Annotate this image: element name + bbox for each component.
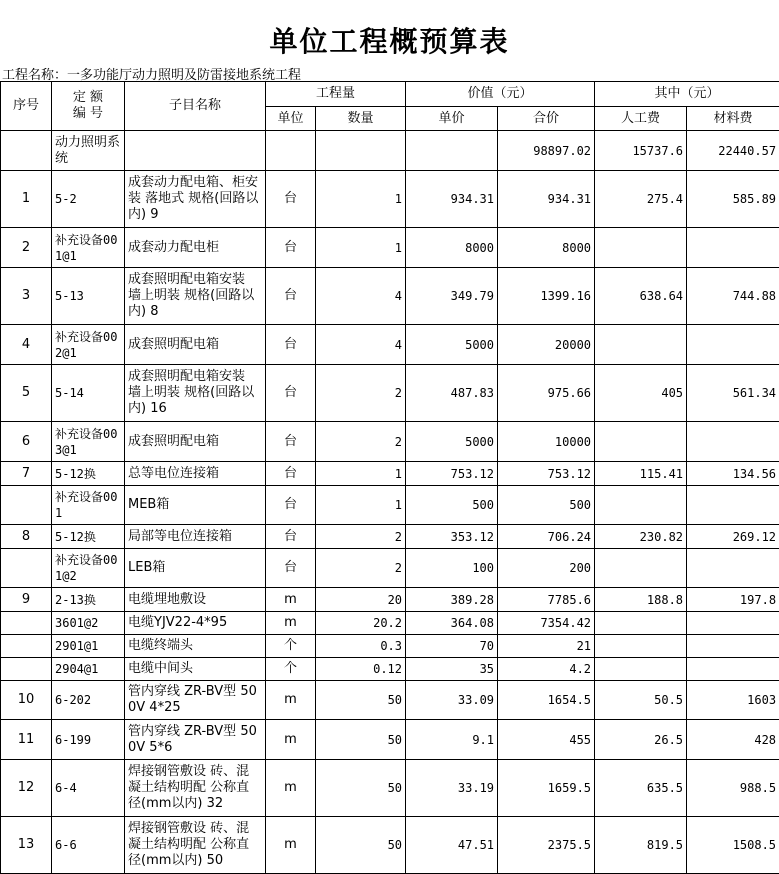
row-item-name: 焊接钢管敷设 砖、混凝土结构明配 公称直径(mm以内) 50 — [125, 817, 266, 874]
header-labor: 人工费 — [595, 107, 687, 131]
row-quota-code: 2904@1 — [52, 658, 125, 681]
row-unit-price: 33.09 — [406, 681, 498, 720]
row-total: 1399.16 — [498, 268, 595, 325]
section-name: 动力照明系统 — [52, 131, 125, 171]
table-row — [1, 612, 779, 635]
row-total: 1659.5 — [498, 760, 595, 817]
row-quantity: 2 — [316, 365, 406, 422]
table-row — [1, 658, 779, 681]
row-material — [687, 325, 779, 365]
table-row — [1, 228, 779, 268]
row-unit-price: 8000 — [406, 228, 498, 268]
row-quota-code: 2901@1 — [52, 635, 125, 658]
row-item-name: MEB箱 — [125, 486, 266, 525]
budget-table — [0, 81, 779, 874]
row-quantity: 1 — [316, 486, 406, 525]
row-seq: 8 — [1, 525, 52, 549]
row-seq — [1, 635, 52, 658]
row-quota-code: 补充设备001@2 — [52, 549, 125, 588]
row-quantity: 0.3 — [316, 635, 406, 658]
row-unit: 台 — [266, 325, 316, 365]
row-material: 744.88 — [687, 268, 779, 325]
row-item-name: 管内穿线 ZR-BV型 500V 4*25 — [125, 681, 266, 720]
row-material: 1603 — [687, 681, 779, 720]
row-total: 753.12 — [498, 462, 595, 486]
row-quota-code: 2-13换 — [52, 588, 125, 612]
row-unit: 台 — [266, 422, 316, 462]
row-material — [687, 549, 779, 588]
row-seq — [1, 486, 52, 525]
row-material: 561.34 — [687, 365, 779, 422]
row-quota-code: 3601@2 — [52, 612, 125, 635]
header-unit-price: 单价 — [406, 107, 498, 131]
row-total: 200 — [498, 549, 595, 588]
row-material: 269.12 — [687, 525, 779, 549]
row-unit-price: 389.28 — [406, 588, 498, 612]
row-labor: 275.4 — [595, 171, 687, 228]
row-total: 4.2 — [498, 658, 595, 681]
header-value-group: 价值（元） — [406, 82, 595, 107]
row-quantity: 50 — [316, 760, 406, 817]
row-labor: 635.5 — [595, 760, 687, 817]
row-quantity: 2 — [316, 422, 406, 462]
row-unit: 台 — [266, 549, 316, 588]
row-quantity: 0.12 — [316, 658, 406, 681]
row-unit-price: 100 — [406, 549, 498, 588]
row-seq: 9 — [1, 588, 52, 612]
header-material: 材料费 — [687, 107, 779, 131]
row-labor: 230.82 — [595, 525, 687, 549]
row-unit-price: 353.12 — [406, 525, 498, 549]
row-total: 21 — [498, 635, 595, 658]
row-quota-code: 6-4 — [52, 760, 125, 817]
row-material — [687, 228, 779, 268]
header-row-1 — [1, 82, 779, 107]
row-unit: m — [266, 588, 316, 612]
row-unit-price: 33.19 — [406, 760, 498, 817]
row-total: 7785.6 — [498, 588, 595, 612]
row-material — [687, 635, 779, 658]
row-unit: 台 — [266, 268, 316, 325]
row-seq: 12 — [1, 760, 52, 817]
row-item-name: 焊接钢管敷设 砖、混凝土结构明配 公称直径(mm以内) 32 — [125, 760, 266, 817]
row-labor: 819.5 — [595, 817, 687, 874]
row-quantity: 2 — [316, 549, 406, 588]
row-unit-price: 487.83 — [406, 365, 498, 422]
row-material — [687, 422, 779, 462]
row-quantity: 50 — [316, 681, 406, 720]
row-item-name: 成套动力配电箱、柜安装 落地式 规格(回路以内) 9 — [125, 171, 266, 228]
row-quota-code: 5-12换 — [52, 462, 125, 486]
section-material: 22440.57 — [687, 131, 779, 171]
row-unit: 台 — [266, 228, 316, 268]
row-seq: 11 — [1, 720, 52, 760]
row-material: 1508.5 — [687, 817, 779, 874]
row-total: 1654.5 — [498, 681, 595, 720]
header-quantity-group: 工程量 — [266, 82, 406, 107]
section-total: 98897.02 — [498, 131, 595, 171]
row-item-name: 电缆埋地敷设 — [125, 588, 266, 612]
row-total: 455 — [498, 720, 595, 760]
row-material: 197.8 — [687, 588, 779, 612]
row-quantity: 20.2 — [316, 612, 406, 635]
row-unit: 台 — [266, 171, 316, 228]
header-item-name: 子目名称 — [125, 82, 266, 131]
row-unit: 个 — [266, 635, 316, 658]
row-seq: 5 — [1, 365, 52, 422]
header-quota: 定 额 编 号 — [52, 82, 125, 131]
row-labor — [595, 549, 687, 588]
row-seq — [1, 658, 52, 681]
row-unit: m — [266, 720, 316, 760]
section-row — [1, 131, 779, 171]
row-labor: 188.8 — [595, 588, 687, 612]
row-quantity: 4 — [316, 325, 406, 365]
row-seq — [1, 549, 52, 588]
row-total: 10000 — [498, 422, 595, 462]
table-row — [1, 325, 779, 365]
row-unit-price: 934.31 — [406, 171, 498, 228]
row-labor: 115.41 — [595, 462, 687, 486]
table-row — [1, 720, 779, 760]
row-quota-code: 5-14 — [52, 365, 125, 422]
row-material: 134.56 — [687, 462, 779, 486]
row-quota-code: 5-12换 — [52, 525, 125, 549]
row-unit: m — [266, 612, 316, 635]
row-item-name: 成套照明配电箱 — [125, 325, 266, 365]
row-labor — [595, 635, 687, 658]
row-labor — [595, 486, 687, 525]
row-seq: 7 — [1, 462, 52, 486]
table-row — [1, 635, 779, 658]
row-unit: m — [266, 817, 316, 874]
row-quota-code: 6-202 — [52, 681, 125, 720]
row-unit: m — [266, 760, 316, 817]
row-quota-code: 5-2 — [52, 171, 125, 228]
row-quantity: 4 — [316, 268, 406, 325]
row-quota-code: 5-13 — [52, 268, 125, 325]
row-quantity: 1 — [316, 462, 406, 486]
row-labor — [595, 658, 687, 681]
table-row — [1, 171, 779, 228]
row-quantity: 2 — [316, 525, 406, 549]
table-row — [1, 268, 779, 325]
row-quota-code: 6-199 — [52, 720, 125, 760]
row-item-name: 管内穿线 ZR-BV型 500V 5*6 — [125, 720, 266, 760]
row-quantity: 1 — [316, 228, 406, 268]
table-row — [1, 422, 779, 462]
project-name: 工程名称：一多功能厅动力照明及防雷接地系统工程 — [2, 64, 301, 83]
table-row — [1, 486, 779, 525]
row-unit-price: 70 — [406, 635, 498, 658]
row-unit: 台 — [266, 462, 316, 486]
row-material — [687, 612, 779, 635]
row-material — [687, 486, 779, 525]
row-seq: 13 — [1, 817, 52, 874]
row-quota-code: 补充设备001@1 — [52, 228, 125, 268]
row-seq: 10 — [1, 681, 52, 720]
row-item-name: 成套照明配电箱安装 墙上明装 规格(回路以内) 8 — [125, 268, 266, 325]
table-row — [1, 462, 779, 486]
row-unit: m — [266, 681, 316, 720]
row-quota-code: 补充设备001 — [52, 486, 125, 525]
row-seq: 6 — [1, 422, 52, 462]
row-material: 585.89 — [687, 171, 779, 228]
page-title: 单位工程概预算表 — [0, 20, 779, 60]
row-labor: 50.5 — [595, 681, 687, 720]
row-labor — [595, 612, 687, 635]
row-total: 706.24 — [498, 525, 595, 549]
row-seq: 1 — [1, 171, 52, 228]
row-item-name: 电缆终端头 — [125, 635, 266, 658]
header-of-which: 其中（元） — [595, 82, 779, 107]
row-item-name: 成套动力配电柜 — [125, 228, 266, 268]
row-total: 500 — [498, 486, 595, 525]
table-row — [1, 525, 779, 549]
row-unit-price: 349.79 — [406, 268, 498, 325]
row-unit-price: 500 — [406, 486, 498, 525]
header-amount: 数量 — [316, 107, 406, 131]
row-unit: 个 — [266, 658, 316, 681]
row-seq: 4 — [1, 325, 52, 365]
row-labor: 405 — [595, 365, 687, 422]
row-labor: 26.5 — [595, 720, 687, 760]
row-material: 988.5 — [687, 760, 779, 817]
row-seq — [1, 612, 52, 635]
row-item-name: 电缆YJV22-4*95 — [125, 612, 266, 635]
row-total: 20000 — [498, 325, 595, 365]
table-row — [1, 588, 779, 612]
row-total: 2375.5 — [498, 817, 595, 874]
row-item-name: 成套照明配电箱 — [125, 422, 266, 462]
row-quota-code: 6-6 — [52, 817, 125, 874]
table-row — [1, 549, 779, 588]
header-seq: 序号 — [1, 82, 52, 131]
row-unit-price: 5000 — [406, 325, 498, 365]
row-material — [687, 658, 779, 681]
table-row — [1, 681, 779, 720]
row-labor: 638.64 — [595, 268, 687, 325]
row-item-name: 局部等电位连接箱 — [125, 525, 266, 549]
row-labor — [595, 325, 687, 365]
row-total: 7354.42 — [498, 612, 595, 635]
row-quota-code: 补充设备002@1 — [52, 325, 125, 365]
row-unit-price: 364.08 — [406, 612, 498, 635]
row-labor — [595, 228, 687, 268]
row-unit: 台 — [266, 365, 316, 422]
row-quantity: 50 — [316, 817, 406, 874]
row-unit-price: 9.1 — [406, 720, 498, 760]
row-unit-price: 753.12 — [406, 462, 498, 486]
row-item-name: 总等电位连接箱 — [125, 462, 266, 486]
row-seq: 2 — [1, 228, 52, 268]
row-item-name: 成套照明配电箱安装 墙上明装 规格(回路以内) 16 — [125, 365, 266, 422]
row-material: 428 — [687, 720, 779, 760]
row-unit-price: 47.51 — [406, 817, 498, 874]
row-labor — [595, 422, 687, 462]
row-item-name: LEB箱 — [125, 549, 266, 588]
row-unit: 台 — [266, 486, 316, 525]
row-total: 934.31 — [498, 171, 595, 228]
row-unit-price: 5000 — [406, 422, 498, 462]
table-row — [1, 760, 779, 817]
row-quantity: 20 — [316, 588, 406, 612]
row-quantity: 50 — [316, 720, 406, 760]
row-seq: 3 — [1, 268, 52, 325]
table-row — [1, 817, 779, 874]
table-row — [1, 365, 779, 422]
row-quantity: 1 — [316, 171, 406, 228]
row-quota-code: 补充设备003@1 — [52, 422, 125, 462]
section-labor: 15737.6 — [595, 131, 687, 171]
row-unit: 台 — [266, 525, 316, 549]
row-total: 8000 — [498, 228, 595, 268]
row-item-name: 电缆中间头 — [125, 658, 266, 681]
row-unit-price: 35 — [406, 658, 498, 681]
header-unit: 单位 — [266, 107, 316, 131]
header-total: 合价 — [498, 107, 595, 131]
row-total: 975.66 — [498, 365, 595, 422]
